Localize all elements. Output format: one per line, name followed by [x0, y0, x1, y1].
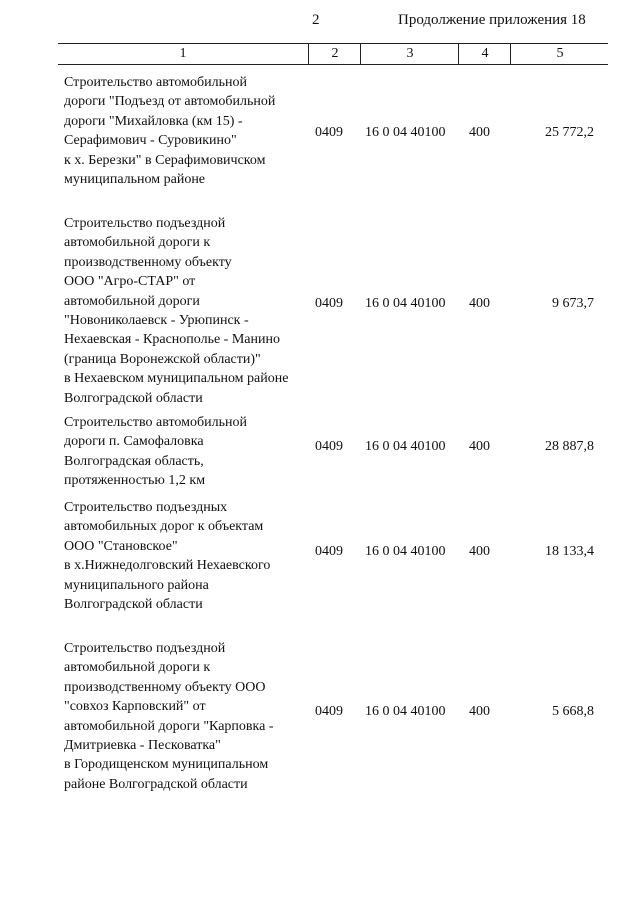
- table-row: [58, 498, 608, 618]
- table-row: [58, 639, 608, 799]
- section-code: 0409: [315, 125, 343, 140]
- row-description: [64, 498, 314, 614]
- table-header: [58, 43, 608, 65]
- amount: 9 673,7: [552, 296, 594, 311]
- description-line: Волгоградской области: [64, 390, 203, 406]
- description-line: автомобильной дороги к: [64, 235, 211, 251]
- section-code: 0409: [315, 296, 343, 311]
- column-header-4: 4: [458, 44, 511, 64]
- row-description: [64, 413, 314, 491]
- expense-type-code: 400: [469, 704, 490, 719]
- target-article-code: 16 0 04 40100: [365, 544, 446, 559]
- amount: 18 133,4: [545, 544, 594, 559]
- description-line: автомобильной дороги к: [64, 660, 211, 676]
- description-line: дороги "Михайловка (км 15) -: [64, 113, 243, 129]
- row-description: [64, 639, 314, 794]
- description-line: производственному объекту: [64, 254, 232, 270]
- description-line: Дмитриевка - Песковатка": [64, 738, 221, 754]
- expense-type-code: 400: [469, 439, 490, 454]
- description-line: автомобильной дороги "Карповка -: [64, 718, 274, 734]
- target-article-code: 16 0 04 40100: [365, 296, 446, 311]
- description-line: в Нехаевском муниципальном районе: [64, 371, 289, 387]
- row-description: [64, 214, 314, 408]
- amount: 25 772,2: [545, 125, 594, 140]
- amount: 5 668,8: [552, 704, 594, 719]
- description-line: в х.Нижнедолговский Нехаевского: [64, 558, 271, 574]
- target-article-code: 16 0 04 40100: [365, 125, 446, 140]
- description-line: Строительство подъездных: [64, 500, 228, 515]
- section-code: 0409: [315, 544, 343, 559]
- description-line: Нехаевская - Краснополье - Манино: [64, 332, 280, 348]
- description-line: районе Волгоградской области: [64, 776, 248, 792]
- description-line: протяженностью 1,2 км: [64, 473, 206, 489]
- section-code: 0409: [315, 704, 343, 719]
- continuation-title: Продолжение приложения 18: [398, 12, 586, 28]
- description-line: дороги п. Самофаловка: [64, 434, 204, 450]
- description-line: "Новониколаевск - Урюпинск -: [64, 313, 249, 329]
- expense-type-code: 400: [469, 296, 490, 311]
- description-line: дороги "Подъезд от автомобильной: [64, 94, 276, 110]
- target-article-code: 16 0 04 40100: [365, 704, 446, 719]
- description-line: муниципальном районе: [64, 172, 206, 188]
- description-line: Строительство подъездной: [64, 641, 226, 656]
- description-line: к х. Березки" в Серафимовичском: [64, 152, 266, 168]
- table-row: [58, 413, 608, 493]
- description-line: Волгоградская область,: [64, 453, 204, 469]
- description-line: муниципального района: [64, 577, 209, 593]
- description-line: автомобильной дороги: [64, 293, 200, 309]
- description-line: Строительство автомобильной: [64, 75, 247, 90]
- description-line: ООО "Агро-СТАР" от: [64, 274, 196, 290]
- description-line: автомобильных дорог к объектам: [64, 519, 264, 535]
- amount: 28 887,8: [545, 439, 594, 454]
- description-line: ООО "Становское": [64, 538, 178, 554]
- description-line: Серафимович - Суровикино": [64, 133, 237, 149]
- page-number: 2: [312, 12, 320, 28]
- table-row: [58, 214, 608, 410]
- expense-type-code: 400: [469, 125, 490, 140]
- row-description: [64, 73, 314, 189]
- description-line: "совхоз Карповский" от: [64, 699, 206, 715]
- description-line: (граница Воронежской области)": [64, 351, 261, 367]
- expense-type-code: 400: [469, 544, 490, 559]
- column-header-5: 5: [510, 44, 609, 64]
- column-header-2: 2: [308, 44, 361, 64]
- target-article-code: 16 0 04 40100: [365, 439, 446, 454]
- description-line: производственному объекту ООО: [64, 679, 266, 695]
- column-header-3: 3: [360, 44, 459, 64]
- table-row: [58, 73, 608, 193]
- description-line: в Городищенском муниципальном: [64, 757, 269, 773]
- section-code: 0409: [315, 439, 343, 454]
- description-line: Волгоградской области: [64, 597, 203, 613]
- description-line: Строительство подъездной: [64, 216, 226, 231]
- column-header-1: 1: [179, 46, 187, 61]
- description-line: Строительство автомобильной: [64, 415, 247, 430]
